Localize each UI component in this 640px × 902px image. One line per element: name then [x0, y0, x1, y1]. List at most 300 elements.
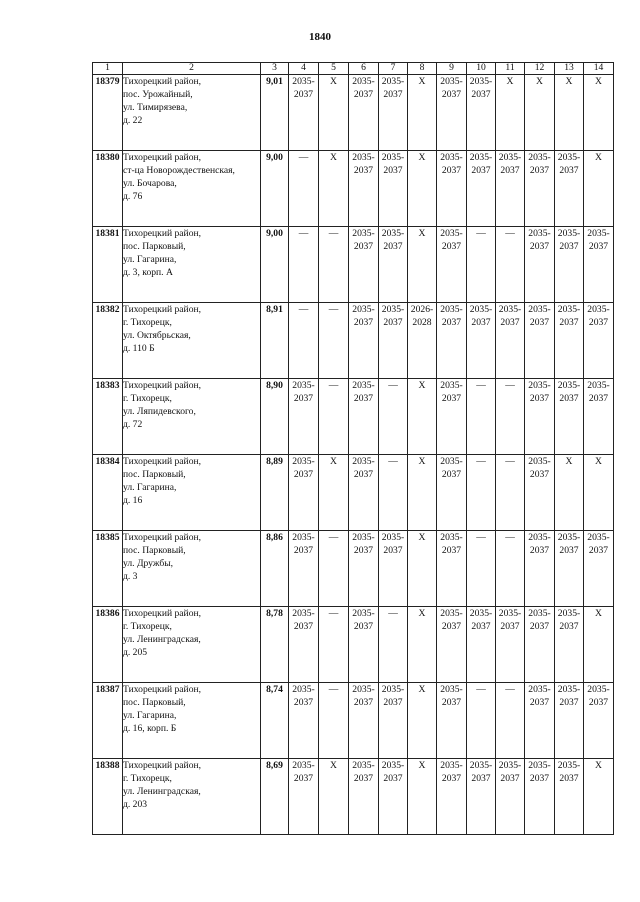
address-line: Тихорецкий район,	[123, 532, 202, 543]
period-cell-col-7	[379, 303, 408, 379]
period-cell-col-8	[408, 759, 437, 835]
period-cell-col-11	[496, 607, 525, 683]
row-number: 18384	[93, 455, 123, 531]
address-line: г. Тихорецк,	[123, 393, 172, 404]
period-cell-col-10	[467, 151, 496, 227]
table-row	[93, 759, 614, 835]
period-cell-col-5	[319, 379, 349, 455]
period-value: 2035- 2037	[557, 608, 581, 632]
period-cell-col-13	[555, 303, 584, 379]
table-body	[93, 75, 614, 835]
period-value: —	[298, 228, 309, 239]
address-line: Тихорецкий район,	[123, 304, 202, 315]
period-value: 2035- 2037	[440, 76, 463, 100]
period-cell-col-13	[555, 759, 584, 835]
period-cell-col-8	[408, 683, 437, 759]
period-cell-col-5	[319, 303, 349, 379]
row-number: 18381	[93, 227, 123, 303]
period-cell-col-10	[467, 759, 496, 835]
period-cell-col-5	[319, 227, 349, 303]
table-row	[93, 75, 614, 151]
period-value: 2035- 2037	[381, 760, 405, 784]
period-cell-col-5	[319, 455, 349, 531]
address-line: ул. Ляпидевского,	[123, 406, 196, 417]
address-line: д. 16	[123, 495, 143, 506]
period-cell-col-11	[496, 759, 525, 835]
period-cell-col-4	[289, 607, 319, 683]
period-value: —	[388, 380, 398, 391]
period-cell-col-9	[437, 759, 467, 835]
period-value: 2035- 2037	[469, 152, 493, 176]
period-value: 2035- 2037	[381, 532, 405, 556]
period-value: —	[476, 380, 486, 391]
period-value: 2035- 2037	[557, 152, 581, 176]
period-value: 2035- 2037	[528, 152, 551, 176]
period-value: —	[328, 380, 339, 391]
period-cell-col-8	[408, 151, 437, 227]
period-value: X	[595, 76, 602, 87]
period-cell-col-12	[525, 759, 555, 835]
period-cell-col-7	[379, 75, 408, 151]
period-cell-col-11	[496, 227, 525, 303]
period-cell-col-9	[437, 607, 467, 683]
period-cell-col-7	[379, 151, 408, 227]
row-number: 18385	[93, 531, 123, 607]
period-cell-col-10	[467, 75, 496, 151]
period-value: 2035- 2037	[352, 760, 375, 784]
period-cell-col-6	[349, 151, 379, 227]
period-value: 2035- 2037	[528, 456, 551, 480]
period-value: 2035- 2037	[292, 456, 315, 480]
value-cell: 8,69	[261, 759, 289, 835]
period-cell-col-12	[525, 227, 555, 303]
period-value: 2035- 2037	[557, 760, 581, 784]
address-cell	[123, 227, 261, 303]
period-value: 2035- 2037	[587, 532, 610, 556]
period-value: —	[298, 152, 309, 163]
period-value: 2035- 2037	[440, 456, 463, 480]
period-cell-col-10	[467, 227, 496, 303]
period-cell-col-13	[555, 151, 584, 227]
period-value: X	[595, 456, 602, 467]
address-line: Тихорецкий район,	[123, 608, 202, 619]
period-value: X	[418, 684, 426, 695]
row-number: 18379	[93, 75, 123, 151]
address-line: д. 203	[123, 799, 148, 810]
period-cell-col-9	[437, 379, 467, 455]
period-value: 2035- 2037	[557, 380, 581, 404]
period-value: X	[418, 152, 426, 163]
period-value: X	[536, 76, 543, 87]
period-value: 2035- 2037	[352, 608, 375, 632]
column-header-8: 8	[408, 63, 437, 75]
period-value: —	[328, 532, 339, 543]
address-line: Тихорецкий район,	[123, 684, 202, 695]
period-cell-col-14	[584, 379, 614, 455]
table-row	[93, 227, 614, 303]
period-cell-col-7	[379, 531, 408, 607]
period-cell-col-7	[379, 683, 408, 759]
address-line: ул. Ленинградская,	[123, 634, 201, 645]
period-cell-col-6	[349, 455, 379, 531]
address-cell	[123, 531, 261, 607]
period-value: X	[418, 228, 426, 239]
period-cell-col-11	[496, 683, 525, 759]
period-value: 2035- 2037	[381, 304, 405, 328]
period-value: 2035- 2037	[469, 608, 493, 632]
period-cell-col-6	[349, 75, 379, 151]
value-cell: 8,78	[261, 607, 289, 683]
period-value: X	[595, 608, 602, 619]
period-value: 2035- 2037	[352, 76, 375, 100]
period-value: X	[418, 456, 426, 467]
period-value: 2035- 2037	[587, 684, 610, 708]
period-value: 2035- 2037	[440, 684, 463, 708]
period-cell-col-6	[349, 379, 379, 455]
period-cell-col-11	[496, 531, 525, 607]
period-value: 2035- 2037	[381, 228, 405, 252]
period-cell-col-12	[525, 303, 555, 379]
period-value: 2035- 2037	[528, 684, 551, 708]
address-line: ул. Ленинградская,	[123, 786, 201, 797]
period-value: 2035- 2037	[528, 532, 551, 556]
header-row	[93, 63, 614, 75]
period-value: —	[476, 684, 486, 695]
address-cell	[123, 303, 261, 379]
period-cell-col-10	[467, 683, 496, 759]
period-value: —	[505, 684, 515, 695]
period-value: 2035- 2037	[292, 76, 315, 100]
period-value: 2035- 2037	[557, 304, 581, 328]
period-value: 2035- 2037	[440, 760, 463, 784]
address-line: ул. Октябрьская,	[123, 330, 191, 341]
period-value: X	[418, 76, 426, 87]
period-cell-col-14	[584, 531, 614, 607]
period-cell-col-10	[467, 455, 496, 531]
period-value: 2035- 2037	[587, 380, 610, 404]
address-line: ул. Тимирязева,	[123, 102, 188, 113]
period-cell-col-14	[584, 151, 614, 227]
period-cell-col-6	[349, 607, 379, 683]
period-cell-col-8	[408, 75, 437, 151]
period-value: X	[330, 76, 337, 87]
period-cell-col-8	[408, 455, 437, 531]
period-value: 2035- 2037	[528, 228, 551, 252]
period-cell-col-11	[496, 303, 525, 379]
table-row	[93, 607, 614, 683]
address-cell	[123, 151, 261, 227]
address-line: Тихорецкий район,	[123, 152, 202, 163]
period-cell-col-8	[408, 303, 437, 379]
row-number: 18387	[93, 683, 123, 759]
period-cell-col-12	[525, 683, 555, 759]
period-cell-col-9	[437, 683, 467, 759]
address-line: г. Тихорецк,	[123, 317, 172, 328]
table-row	[93, 531, 614, 607]
column-header-11: 11	[496, 63, 525, 75]
address-line: ул. Гагарина,	[123, 482, 177, 493]
table-row	[93, 151, 614, 227]
period-value: —	[476, 228, 486, 239]
period-cell-col-12	[525, 455, 555, 531]
period-cell-col-6	[349, 531, 379, 607]
period-cell-col-13	[555, 75, 584, 151]
period-cell-col-4	[289, 531, 319, 607]
period-cell-col-7	[379, 607, 408, 683]
column-header-9: 9	[437, 63, 467, 75]
address-line: д. 76	[123, 191, 143, 202]
period-value: 2035- 2037	[352, 380, 375, 404]
period-cell-col-12	[525, 607, 555, 683]
period-cell-col-11	[496, 455, 525, 531]
address-line: пос. Парковый,	[123, 241, 186, 252]
period-value: —	[328, 304, 339, 315]
address-line: ул. Гагарина,	[123, 710, 177, 721]
address-cell	[123, 75, 261, 151]
period-cell-col-11	[496, 151, 525, 227]
period-value: 2035- 2037	[498, 760, 522, 784]
period-value: X	[330, 152, 337, 163]
period-value: 2035- 2037	[528, 608, 551, 632]
period-value: 2035- 2037	[469, 304, 493, 328]
period-cell-col-8	[408, 227, 437, 303]
period-value: 2035- 2037	[498, 608, 522, 632]
period-value: X	[565, 76, 573, 87]
period-cell-col-9	[437, 75, 467, 151]
address-line: ул. Бочарова,	[123, 178, 177, 189]
period-cell-col-10	[467, 303, 496, 379]
period-cell-col-9	[437, 227, 467, 303]
period-cell-col-10	[467, 379, 496, 455]
period-cell-col-9	[437, 151, 467, 227]
period-cell-col-7	[379, 455, 408, 531]
address-line: Тихорецкий район,	[123, 760, 202, 771]
address-line: г. Тихорецк,	[123, 621, 172, 632]
period-cell-col-13	[555, 227, 584, 303]
period-value: 2035- 2037	[528, 304, 551, 328]
period-value: 2035- 2037	[587, 304, 610, 328]
value-cell: 9,00	[261, 227, 289, 303]
period-value: —	[328, 684, 339, 695]
period-value: —	[505, 228, 515, 239]
address-line: ст-ца Новорождественская,	[123, 165, 235, 176]
table-row	[93, 455, 614, 531]
period-value: 2035- 2037	[440, 380, 463, 404]
address-cell	[123, 607, 261, 683]
period-value: 2035- 2037	[498, 152, 522, 176]
value-cell: 9,00	[261, 151, 289, 227]
period-cell-col-12	[525, 151, 555, 227]
period-cell-col-11	[496, 379, 525, 455]
period-value: —	[328, 608, 339, 619]
period-cell-col-5	[319, 531, 349, 607]
row-number: 18388	[93, 759, 123, 835]
period-value: —	[505, 456, 515, 467]
period-value: 2035- 2037	[352, 304, 375, 328]
period-value: 2035- 2037	[528, 760, 551, 784]
address-line: д. 205	[123, 647, 148, 658]
address-line: ул. Гагарина,	[123, 254, 177, 265]
row-number: 18380	[93, 151, 123, 227]
period-value: 2035- 2037	[528, 380, 551, 404]
period-value: 2035- 2037	[352, 684, 375, 708]
period-cell-col-13	[555, 683, 584, 759]
address-line: пос. Парковый,	[123, 545, 186, 556]
period-value: 2035- 2037	[292, 608, 315, 632]
period-cell-col-4	[289, 75, 319, 151]
period-cell-col-8	[408, 379, 437, 455]
period-value: 2035- 2037	[352, 532, 375, 556]
period-value: 2035- 2037	[381, 76, 405, 100]
address-line: пос. Парковый,	[123, 469, 186, 480]
column-header-14: 14	[584, 63, 614, 75]
period-value: 2035- 2037	[557, 228, 581, 252]
row-number: 18383	[93, 379, 123, 455]
period-cell-col-14	[584, 683, 614, 759]
period-value: —	[388, 608, 398, 619]
period-value: X	[330, 456, 337, 467]
value-cell: 8,86	[261, 531, 289, 607]
period-cell-col-6	[349, 683, 379, 759]
column-header-3: 3	[261, 63, 289, 75]
period-cell-col-13	[555, 607, 584, 683]
period-value: 2026- 2028	[410, 304, 434, 328]
period-cell-col-14	[584, 455, 614, 531]
table-row	[93, 683, 614, 759]
period-value: 2035- 2037	[381, 684, 405, 708]
period-cell-col-5	[319, 151, 349, 227]
table-row	[93, 379, 614, 455]
period-value: X	[595, 760, 602, 771]
period-value: X	[330, 760, 337, 771]
address-line: д. 22	[123, 115, 143, 126]
period-value: —	[505, 380, 515, 391]
period-cell-col-4	[289, 455, 319, 531]
page-number: 1840	[309, 31, 331, 43]
period-cell-col-12	[525, 75, 555, 151]
period-cell-col-4	[289, 683, 319, 759]
period-value: 2035- 2037	[440, 228, 463, 252]
period-cell-col-6	[349, 303, 379, 379]
period-value: 2035- 2037	[557, 532, 581, 556]
period-value: 2035- 2037	[292, 760, 315, 784]
period-cell-col-6	[349, 759, 379, 835]
period-cell-col-11	[496, 75, 525, 151]
period-cell-col-13	[555, 455, 584, 531]
period-cell-col-5	[319, 75, 349, 151]
period-value: 2035- 2037	[440, 532, 463, 556]
period-value: —	[476, 456, 486, 467]
period-cell-col-4	[289, 151, 319, 227]
period-cell-col-4	[289, 759, 319, 835]
period-value: X	[418, 608, 426, 619]
period-value: —	[298, 304, 309, 315]
address-line: Тихорецкий район,	[123, 76, 202, 87]
period-cell-col-13	[555, 531, 584, 607]
table-header	[93, 63, 614, 75]
address-line: д. 3, корп. А	[123, 267, 173, 278]
period-cell-col-13	[555, 379, 584, 455]
period-value: 2035- 2037	[292, 684, 315, 708]
period-cell-col-14	[584, 227, 614, 303]
period-cell-col-4	[289, 227, 319, 303]
period-value: 2035- 2037	[352, 228, 375, 252]
period-cell-col-14	[584, 607, 614, 683]
period-value: 2035- 2037	[381, 152, 405, 176]
registry-table	[92, 62, 614, 835]
period-cell-col-5	[319, 683, 349, 759]
address-cell	[123, 379, 261, 455]
value-cell: 9,01	[261, 75, 289, 151]
period-cell-col-6	[349, 227, 379, 303]
address-line: ул. Дружбы,	[123, 558, 174, 569]
period-value: X	[418, 760, 426, 771]
address-line: д. 110 Б	[123, 343, 155, 354]
value-cell: 8,91	[261, 303, 289, 379]
address-line: пос. Парковый,	[123, 697, 186, 708]
period-value: 2035- 2037	[352, 456, 375, 480]
period-cell-col-8	[408, 531, 437, 607]
period-value: X	[595, 152, 602, 163]
column-header-5: 5	[319, 63, 349, 75]
address-cell	[123, 683, 261, 759]
period-cell-col-8	[408, 607, 437, 683]
period-cell-col-5	[319, 759, 349, 835]
address-cell	[123, 759, 261, 835]
period-value: 2035- 2037	[292, 380, 315, 404]
column-header-7: 7	[379, 63, 408, 75]
address-cell	[123, 455, 261, 531]
column-header-10: 10	[467, 63, 496, 75]
period-value: —	[328, 228, 339, 239]
period-cell-col-4	[289, 379, 319, 455]
column-header-13: 13	[555, 63, 584, 75]
period-value: 2035- 2037	[469, 76, 493, 100]
period-cell-col-9	[437, 455, 467, 531]
address-line: пос. Урожайный,	[123, 89, 193, 100]
period-value: X	[418, 380, 426, 391]
address-line: д. 3	[123, 571, 138, 582]
period-value: 2035- 2037	[469, 760, 493, 784]
period-cell-col-7	[379, 379, 408, 455]
period-value: 2035- 2037	[440, 608, 463, 632]
period-cell-col-7	[379, 759, 408, 835]
period-value: —	[505, 532, 515, 543]
period-value: 2035- 2037	[587, 228, 610, 252]
address-line: г. Тихорецк,	[123, 773, 172, 784]
period-cell-col-4	[289, 303, 319, 379]
period-cell-col-12	[525, 379, 555, 455]
period-cell-col-12	[525, 531, 555, 607]
address-line: Тихорецкий район,	[123, 380, 202, 391]
column-header-4: 4	[289, 63, 319, 75]
period-value: 2035- 2037	[292, 532, 315, 556]
period-value: 2035- 2037	[440, 152, 463, 176]
row-number: 18382	[93, 303, 123, 379]
period-cell-col-14	[584, 759, 614, 835]
column-header-12: 12	[525, 63, 555, 75]
column-header-1: 1	[93, 63, 123, 75]
table-row	[93, 303, 614, 379]
period-cell-col-7	[379, 227, 408, 303]
column-header-2: 2	[123, 63, 261, 75]
value-cell: 8,90	[261, 379, 289, 455]
period-cell-col-14	[584, 303, 614, 379]
period-value: X	[565, 456, 573, 467]
address-line: д. 16, корп. Б	[123, 723, 177, 734]
address-line: Тихорецкий район,	[123, 228, 202, 239]
period-value: 2035- 2037	[440, 304, 463, 328]
